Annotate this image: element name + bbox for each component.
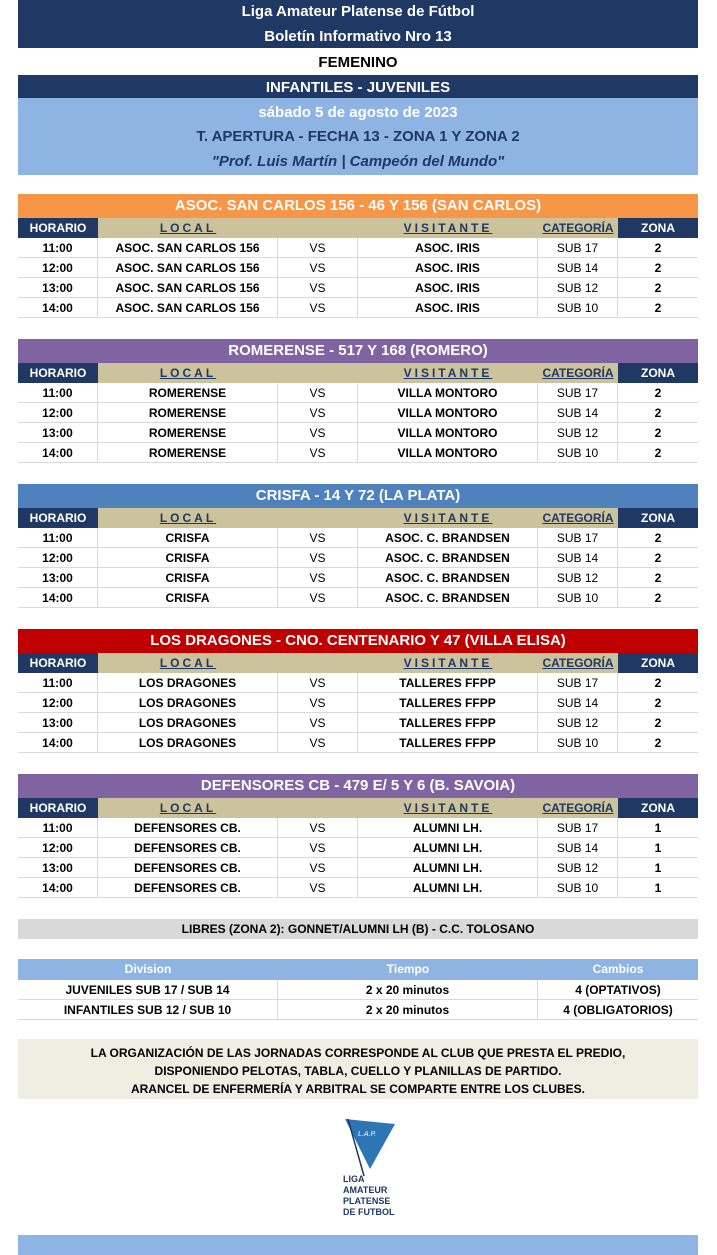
local-cell: ROMERENSE [98, 403, 278, 422]
local-header: LOCAL [98, 363, 278, 383]
changes-header: Cambios [592, 962, 644, 976]
vs-cell: VS [278, 858, 358, 877]
venue-title: LOS DRAGONES - CNO. CENTENARIO Y 47 (VILLA ELISA) [18, 629, 698, 653]
local-cell: CRISFA [98, 548, 278, 567]
vs-cell: VS [278, 878, 358, 897]
time-cell: 14:00 [18, 878, 98, 897]
venue-block [18, 484, 698, 608]
category-cell: SUB 12 [538, 568, 618, 587]
category-cell: SUB 17 [538, 528, 618, 547]
changes-cell: 4 (OPTATIVOS) [575, 983, 661, 997]
vs-cell: VS [278, 838, 358, 857]
table-row [18, 858, 698, 878]
local-cell: CRISFA [98, 588, 278, 607]
zone-header: ZONA [618, 798, 698, 818]
table-row [18, 298, 698, 318]
visitor-cell: ASOC. IRIS [358, 298, 538, 317]
venue-block [18, 339, 698, 463]
local-cell: ASOC. SAN CARLOS 156 [98, 298, 278, 317]
time-cell: 13:00 [18, 423, 98, 442]
table-row [18, 713, 698, 733]
time-cell: 13:00 [18, 713, 98, 732]
time-cell: 12:00 [18, 403, 98, 422]
zone-cell: 1 [654, 861, 662, 875]
table-row [18, 278, 698, 298]
visitor-header: VISITANTE [358, 363, 538, 383]
zone-cell: 2 [654, 446, 662, 460]
table-row [18, 818, 698, 838]
table-row [18, 423, 698, 443]
logo-line: LIGA [343, 1174, 365, 1184]
table-row [18, 1000, 698, 1020]
visitor-cell: VILLA MONTORO [358, 443, 538, 462]
visitor-cell: VILLA MONTORO [358, 423, 538, 442]
time-cell: 12:00 [18, 258, 98, 277]
table-row [18, 838, 698, 858]
visitor-header: VISITANTE [358, 653, 538, 673]
category-header: CATEGORÍA [538, 363, 618, 383]
logo-wordmark [343, 1174, 395, 1218]
vs-header [278, 363, 358, 383]
local-cell: CRISFA [98, 568, 278, 587]
logo-flag-text: L.A.P. [358, 1131, 377, 1138]
vs-cell: VS [278, 548, 358, 567]
zone-cell: 2 [654, 736, 662, 750]
category-cell: SUB 17 [538, 818, 618, 837]
logo-line: DE FUTBOL [343, 1207, 395, 1217]
table-row [18, 588, 698, 608]
vs-cell: VS [278, 733, 358, 752]
time-cell: 14:00 [18, 588, 98, 607]
times-table [18, 959, 698, 1020]
category-cell: SUB 14 [538, 548, 618, 567]
zone-cell: 2 [654, 261, 662, 275]
vs-cell: VS [278, 258, 358, 277]
venue-block [18, 774, 698, 898]
time-cell: 12:00 [18, 693, 98, 712]
category-cell: SUB 10 [538, 878, 618, 897]
date-title: sábado 5 de agosto de 2023 [18, 98, 698, 125]
division-cell: INFANTILES SUB 12 / SUB 10 [18, 1000, 278, 1019]
visitor-cell: VILLA MONTORO [358, 383, 538, 402]
times-table-header [18, 959, 698, 980]
venue-title: ASOC. SAN CARLOS 156 - 46 Y 156 (SAN CARLOS) [18, 194, 698, 218]
zone-header: ZONA [618, 653, 698, 673]
visitor-cell: VILLA MONTORO [358, 403, 538, 422]
table-row [18, 383, 698, 403]
table-row [18, 693, 698, 713]
vs-cell: VS [278, 713, 358, 732]
division-cell: JUVENILES SUB 17 / SUB 14 [18, 980, 278, 999]
venue-title: DEFENSORES CB - 479 E/ 5 Y 6 (B. SAVOIA) [18, 774, 698, 798]
category-cell: SUB 12 [538, 278, 618, 297]
zone-cell: 1 [654, 841, 662, 855]
time-cell: 12:00 [18, 548, 98, 567]
vs-cell: VS [278, 588, 358, 607]
category-cell: SUB 12 [538, 713, 618, 732]
visitor-cell: TALLERES FFPP [358, 713, 538, 732]
table-row [18, 443, 698, 463]
vs-cell: VS [278, 423, 358, 442]
time-cell: 13:00 [18, 858, 98, 877]
visitor-cell: ALUMNI LH. [358, 838, 538, 857]
table-row [18, 733, 698, 753]
note-line: LA ORGANIZACIÓN DE LAS JORNADAS CORRESPONDE AL CLUB QUE PRESTA EL PREDIO, [90, 1046, 626, 1060]
vs-header [278, 653, 358, 673]
local-cell: CRISFA [98, 528, 278, 547]
schedule-header [18, 218, 698, 238]
time-cell: 11:00 [18, 528, 98, 547]
local-cell: ROMERENSE [98, 443, 278, 462]
category-header: CATEGORÍA [538, 508, 618, 528]
time-header: HORARIO [18, 363, 98, 383]
venue-title: CRISFA - 14 Y 72 (LA PLATA) [18, 484, 698, 508]
table-row [18, 878, 698, 898]
category-cell: SUB 14 [538, 403, 618, 422]
vs-cell: VS [278, 278, 358, 297]
category-cell: SUB 10 [538, 443, 618, 462]
local-cell: DEFENSORES CB. [98, 858, 278, 877]
zone-cell: 1 [654, 881, 662, 895]
time-cell: 14:00 [18, 443, 98, 462]
tournament-title: T. APERTURA - FECHA 13 - ZONA 1 Y ZONA 2 [18, 125, 698, 149]
schedule-header [18, 798, 698, 818]
venue-block [18, 194, 698, 318]
schedule-header [18, 653, 698, 673]
tribute-title: "Prof. Luis Martín | Campeón del Mundo" [18, 149, 698, 175]
local-cell: LOS DRAGONES [98, 713, 278, 732]
time-cell: 11:00 [18, 238, 98, 257]
local-header: LOCAL [98, 218, 278, 238]
schedule-header [18, 363, 698, 383]
note-line: DISPONIENDO PELOTAS, TABLA, CUELLO Y PLANILLAS DE PARTIDO. [154, 1064, 562, 1078]
time-cell: 13:00 [18, 278, 98, 297]
visitor-cell: TALLERES FFPP [358, 673, 538, 692]
zone-cell: 2 [654, 301, 662, 315]
time-cell: 14:00 [18, 733, 98, 752]
zone-cell: 2 [654, 531, 662, 545]
category-cell: SUB 14 [538, 693, 618, 712]
visitor-cell: ASOC. C. BRANDSEN [358, 548, 538, 567]
vs-header [278, 508, 358, 528]
zone-cell: 2 [654, 696, 662, 710]
category-cell: SUB 14 [538, 838, 618, 857]
visitor-cell: TALLERES FFPP [358, 733, 538, 752]
time-cell: 11:00 [18, 818, 98, 837]
zone-cell: 2 [654, 281, 662, 295]
time-cell: 11:00 [18, 383, 98, 402]
local-header: LOCAL [98, 508, 278, 528]
visitor-header: VISITANTE [358, 218, 538, 238]
local-cell: ROMERENSE [98, 423, 278, 442]
zone-cell: 2 [654, 591, 662, 605]
organization-note [18, 1039, 698, 1099]
category-header: CATEGORÍA [538, 798, 618, 818]
vs-cell: VS [278, 238, 358, 257]
zone-header: ZONA [618, 363, 698, 383]
time-header: HORARIO [18, 653, 98, 673]
local-cell: DEFENSORES CB. [98, 878, 278, 897]
local-header: LOCAL [98, 653, 278, 673]
zone-cell: 2 [654, 241, 662, 255]
table-row [18, 238, 698, 258]
local-cell: DEFENSORES CB. [98, 838, 278, 857]
category-cell: SUB 12 [538, 423, 618, 442]
table-row [18, 528, 698, 548]
zone-cell: 2 [654, 571, 662, 585]
visitor-cell: TALLERES FFPP [358, 693, 538, 712]
schedule-header [18, 508, 698, 528]
local-cell: DEFENSORES CB. [98, 818, 278, 837]
vs-cell: VS [278, 443, 358, 462]
table-row [18, 673, 698, 693]
time-cell: 2 x 20 minutos [278, 980, 538, 999]
category-cell: SUB 17 [538, 238, 618, 257]
category-cell: SUB 14 [538, 258, 618, 277]
libres-note: LIBRES (ZONA 2): GONNET/ALUMNI LH (B) - C.C. TOLOSANO [18, 919, 698, 939]
visitor-cell: ASOC. C. BRANDSEN [358, 568, 538, 587]
local-cell: ASOC. SAN CARLOS 156 [98, 238, 278, 257]
time-header: HORARIO [18, 508, 98, 528]
local-cell: ROMERENSE [98, 383, 278, 402]
category-cell: SUB 10 [538, 733, 618, 752]
table-row [18, 403, 698, 423]
vs-cell: VS [278, 693, 358, 712]
visitor-header: VISITANTE [358, 508, 538, 528]
local-cell: LOS DRAGONES [98, 673, 278, 692]
footer-bar [18, 1235, 698, 1255]
time-header: Tiempo [386, 962, 430, 976]
vs-header [278, 798, 358, 818]
visitor-header: VISITANTE [358, 798, 538, 818]
visitor-cell: ALUMNI LH. [358, 818, 538, 837]
logo-line: PLATENSE [343, 1196, 391, 1206]
local-cell: LOS DRAGONES [98, 733, 278, 752]
visitor-cell: ASOC. IRIS [358, 238, 538, 257]
category-cell: SUB 17 [538, 383, 618, 402]
category-cell: SUB 10 [538, 298, 618, 317]
table-row [18, 568, 698, 588]
zone-header: ZONA [618, 218, 698, 238]
venue-block [18, 629, 698, 753]
local-cell: LOS DRAGONES [98, 693, 278, 712]
logo-line: AMATEUR [343, 1185, 388, 1195]
zone-cell: 2 [654, 426, 662, 440]
vs-cell: VS [278, 568, 358, 587]
zone-cell: 2 [654, 676, 662, 690]
category-header: CATEGORÍA [538, 653, 618, 673]
zone-cell: 2 [654, 551, 662, 565]
category-title: INFANTILES - JUVENILES [18, 75, 698, 98]
visitor-cell: ASOC. IRIS [358, 278, 538, 297]
vs-cell: VS [278, 673, 358, 692]
category-cell: SUB 12 [538, 858, 618, 877]
category-cell: SUB 17 [538, 673, 618, 692]
vs-cell: VS [278, 383, 358, 402]
table-row [18, 258, 698, 278]
local-cell: ASOC. SAN CARLOS 156 [98, 258, 278, 277]
visitor-cell: ALUMNI LH. [358, 858, 538, 877]
category-cell: SUB 10 [538, 588, 618, 607]
time-cell: 13:00 [18, 568, 98, 587]
vs-cell: VS [278, 403, 358, 422]
venue-title: ROMERENSE - 517 Y 168 (ROMERO) [18, 339, 698, 363]
zone-cell: 1 [654, 821, 662, 835]
vs-cell: VS [278, 298, 358, 317]
note-line: ARANCEL DE ENFERMERÍA Y ARBITRAL SE COMPARTE ENTRE LOS CLUBES. [130, 1082, 586, 1096]
zone-cell: 2 [654, 716, 662, 730]
visitor-cell: ALUMNI LH. [358, 878, 538, 897]
local-cell: ASOC. SAN CARLOS 156 [98, 278, 278, 297]
bulletin-title: Boletín Informativo Nro 13 [18, 24, 698, 48]
vs-header [278, 218, 358, 238]
zone-cell: 2 [654, 386, 662, 400]
table-row [18, 980, 698, 1000]
visitor-cell: ASOC. IRIS [358, 258, 538, 277]
time-header: HORARIO [18, 798, 98, 818]
league-title: Liga Amateur Platense de Fútbol [18, 0, 698, 24]
zone-cell: 2 [654, 406, 662, 420]
division-header: Division [124, 962, 172, 976]
changes-cell: 4 (OBLIGATORIOS) [563, 1003, 673, 1017]
zone-header: ZONA [618, 508, 698, 528]
category-header: CATEGORÍA [538, 218, 618, 238]
vs-cell: VS [278, 528, 358, 547]
gender-title: FEMENINO [318, 54, 398, 71]
visitor-cell: ASOC. C. BRANDSEN [358, 528, 538, 547]
vs-cell: VS [278, 818, 358, 837]
time-cell: 12:00 [18, 838, 98, 857]
time-cell: 2 x 20 minutos [278, 1000, 538, 1019]
local-header: LOCAL [98, 798, 278, 818]
time-cell: 14:00 [18, 298, 98, 317]
time-header: HORARIO [18, 218, 98, 238]
time-cell: 11:00 [18, 673, 98, 692]
table-row [18, 548, 698, 568]
visitor-cell: ASOC. C. BRANDSEN [358, 588, 538, 607]
